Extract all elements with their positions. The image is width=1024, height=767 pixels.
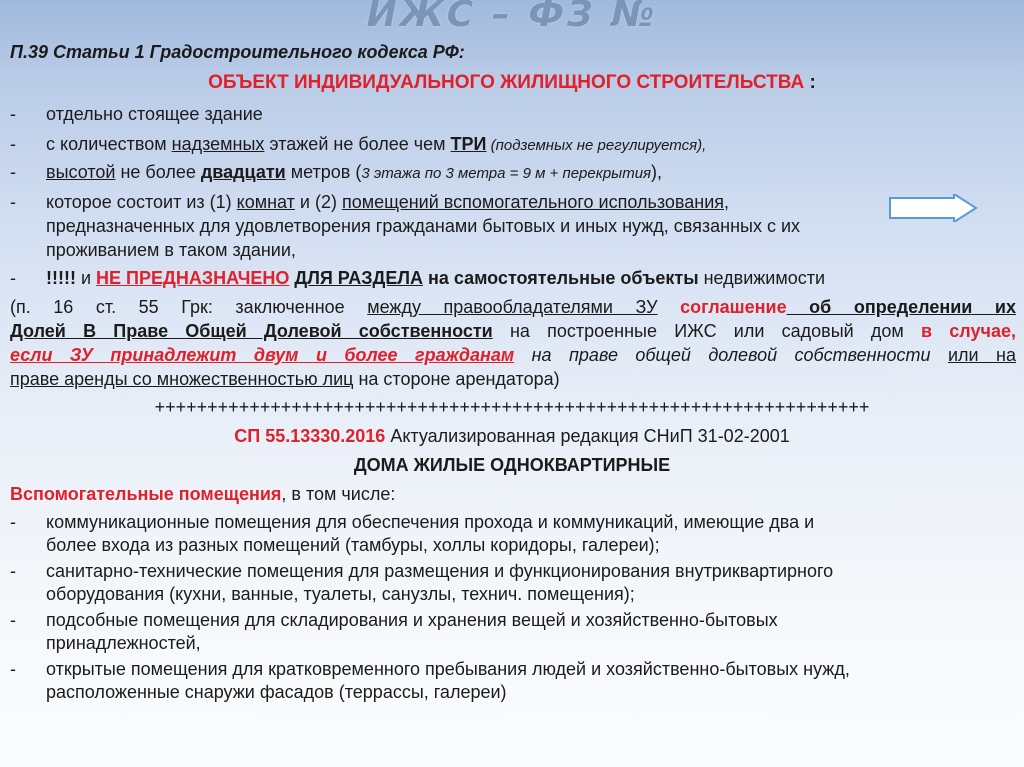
item-5-f: на самостоятельные объекты: [422, 268, 699, 288]
list-item-1-l2: более входа из разных помещений (тамбуры, холлы коридоры, галереи);: [46, 535, 660, 555]
sp-rest: Актуализированная редакция СНиП 31-02-2001: [385, 426, 790, 446]
item-2: [46, 134, 1016, 155]
list-dash-4: -: [10, 659, 16, 679]
list-dash-1: -: [10, 512, 16, 532]
dash-1: -: [10, 104, 16, 124]
item-2-d: ТРИ: [450, 134, 487, 154]
para-l1b: между правообладателями ЗУ: [367, 297, 658, 317]
dash-2: -: [10, 134, 16, 154]
para-l3c: или на: [947, 345, 1016, 365]
item-3: [46, 162, 1016, 183]
item-4-a: которое состоит из (1): [46, 192, 237, 212]
item-4-line1: [46, 192, 1016, 213]
slide-title: ИЖС – ФЗ №: [366, 0, 658, 35]
para-l2c: в случае,: [921, 321, 1016, 341]
para-l2a: Долей В Праве Общей Долевой собственности: [10, 321, 493, 341]
list-item-2-l2: оборудования (кухни, ванные, туалеты, санузлы, технич. помещения);: [46, 584, 635, 604]
item-5: [46, 268, 1016, 289]
dash-4: -: [10, 192, 16, 212]
item-4-line3: проживанием в таком здании,: [46, 240, 296, 260]
object-heading-colon: :: [804, 72, 816, 93]
item-1: отдельно стоящее здание: [46, 104, 263, 124]
para-line1: [10, 297, 1016, 318]
houses-heading: ДОМА ЖИЛЫЕ ОДНОКВАРТИРНЫЕ: [353, 455, 671, 475]
item-5-g: недвижимости: [698, 268, 826, 288]
dash-3: -: [10, 162, 16, 182]
list-item-1-l1: коммуникационные помещения для обеспечения прохода и коммуникаций, имеющие два и: [46, 512, 815, 532]
list-item-2-l1: санитарно-технические помещения для размещения и функционирования внутриквартирного: [46, 561, 834, 581]
item-2-a: с количеством: [46, 134, 172, 154]
item-4-c: и (2): [294, 192, 342, 212]
item-3-e: 3 этажа по 3 метра = 9 м + перекрытия: [361, 165, 652, 182]
item-5-a: !!!!!: [46, 268, 76, 288]
para-l2b: на построенные ИЖС или садовый дом: [492, 321, 922, 341]
item-3-c: двадцати: [200, 162, 286, 182]
para-l1c: соглашение: [657, 297, 787, 317]
item-5-b: и: [75, 268, 97, 288]
sp-reference: [0, 426, 1024, 447]
aux-label: Вспомогательные помещения: [10, 484, 282, 504]
para-l1d: об определении их: [786, 297, 1016, 317]
item-3-f: ),: [651, 162, 663, 182]
para-l4a: праве аренды со множественностью лиц: [10, 369, 354, 389]
list-item-3-l1: подсобные помещения для складирования и хранения вещей и хозяйственно-бытовых: [46, 610, 778, 630]
item-4-e: ,: [724, 192, 730, 212]
list-dash-2: -: [10, 561, 16, 581]
para-l4b: на стороне арендатора): [353, 369, 560, 389]
item-5-e: ДЛЯ РАЗДЕЛА: [294, 268, 423, 288]
list-dash-3: -: [10, 610, 16, 630]
aux-heading: [10, 484, 1016, 505]
item-4-d: помещений вспомогательного использования: [341, 192, 725, 212]
sp-code: СП 55.13330.2016: [234, 426, 386, 446]
list-item-4-l2: расположенные снаружи фасадов (террассы, галереи): [46, 682, 507, 702]
object-heading: ОБЪЕКТ ИНДИВИДУАЛЬНОГО ЖИЛИЩНОГО СТРОИТЕЛЬСТВА: [208, 72, 805, 93]
para-line2: [10, 321, 1016, 342]
dash-5: -: [10, 268, 16, 288]
item-3-b: не более: [115, 162, 201, 182]
item-3-d: метров (: [285, 162, 362, 182]
item-5-c: НЕ ПРЕДНАЗНАЧЕНО: [96, 268, 290, 288]
para-line3: [10, 345, 1016, 366]
source-reference: П.39 Статьи 1 Градостроительного кодекса РФ:: [10, 42, 465, 62]
item-4-b: комнат: [236, 192, 295, 212]
para-line4: [10, 369, 1016, 390]
list-item-3-l2: принадлежностей,: [46, 633, 201, 653]
plus-divider: ++++++++++++++++++++++++++++++++++++++++++++++++++++++++++++++++++++: [154, 397, 870, 417]
item-2-c: этажей не более чем: [264, 134, 451, 154]
item-3-a: высотой: [46, 162, 116, 182]
item-2-e: (подземных не регулируется),: [486, 137, 707, 154]
aux-rest: , в том числе:: [281, 484, 396, 504]
item-4-line2: предназначенных для удовлетворения гражданами бытовых и иных нужд, связанных с их: [46, 216, 801, 236]
para-l3b: на праве общей долевой собственности: [514, 345, 948, 365]
item-2-b: надземных: [171, 134, 265, 154]
para-l1a: (п. 16 ст. 55 Грк: заключенное: [10, 297, 368, 317]
list-item-4-l1: открытые помещения для кратковременного пребывания людей и хозяйственно-бытовых нужд,: [46, 659, 850, 679]
object-heading-row: [0, 72, 1024, 94]
para-l3a: если ЗУ принадлежит двум и более гражданам: [10, 345, 515, 365]
